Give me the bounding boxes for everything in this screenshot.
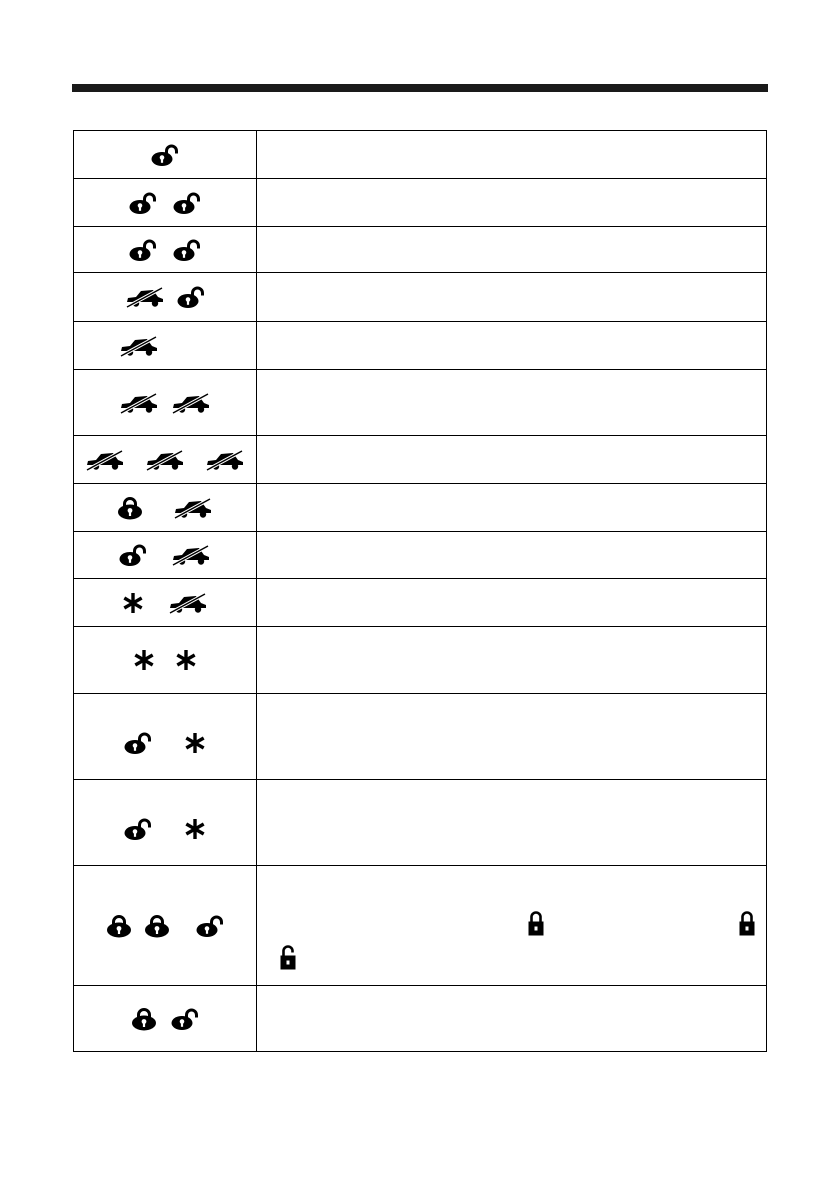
table-row (74, 694, 767, 780)
function-description (257, 694, 767, 780)
button-sequence-cell (74, 227, 257, 273)
button-sequence-cell (74, 986, 257, 1052)
small-padlock-open-icon (279, 943, 297, 971)
table-row (74, 986, 767, 1052)
padlock-closed-icon (117, 496, 143, 520)
padlock-open-icon (171, 1007, 199, 1031)
asterisk-icon (133, 649, 155, 671)
padlock-open-icon (177, 285, 205, 309)
button-sequence-cell (74, 484, 257, 532)
asterisk-icon (184, 818, 206, 840)
button-sequence-cell (74, 579, 257, 627)
button-sequence-cell (74, 780, 257, 866)
car-trunk-icon (125, 285, 165, 309)
padlock-open-icon (173, 191, 201, 215)
padlock-open-icon (119, 543, 147, 567)
table-row (74, 436, 767, 484)
button-sequence-cell (74, 532, 257, 579)
car-trunk-icon (119, 334, 159, 358)
table-row (74, 780, 767, 866)
small-padlock-closed-icon (527, 909, 545, 937)
button-sequence-cell (74, 627, 257, 694)
function-description (257, 780, 767, 866)
function-description (257, 436, 767, 484)
button-sequence-cell (74, 131, 257, 179)
function-description (257, 273, 767, 322)
button-sequence-cell (74, 370, 257, 436)
table-row (74, 322, 767, 370)
padlock-open-icon (129, 238, 157, 262)
remote-function-table (73, 130, 767, 1052)
table-row (74, 866, 767, 986)
car-trunk-icon (171, 391, 211, 415)
padlock-open-icon (173, 238, 201, 262)
padlock-open-icon (129, 191, 157, 215)
function-description (257, 370, 767, 436)
table-row (74, 131, 767, 179)
function-description (257, 484, 767, 532)
function-description (257, 579, 767, 627)
car-trunk-icon (85, 448, 125, 472)
button-sequence-cell (74, 694, 257, 780)
asterisk-icon (122, 592, 144, 614)
padlock-closed-icon (131, 1007, 157, 1031)
padlock-open-icon (124, 731, 152, 755)
asterisk-icon (184, 732, 206, 754)
padlock-open-icon (151, 143, 179, 167)
car-trunk-icon (171, 543, 211, 567)
table-row (74, 579, 767, 627)
function-description (257, 131, 767, 179)
button-sequence-cell (74, 273, 257, 322)
padlock-open-icon (196, 914, 224, 938)
table-row (74, 484, 767, 532)
function-description (257, 227, 767, 273)
button-sequence-cell (74, 436, 257, 484)
padlock-open-icon (124, 817, 152, 841)
table-row (74, 627, 767, 694)
header-rule (72, 84, 768, 92)
table-row (74, 227, 767, 273)
function-description (257, 866, 767, 986)
table-row (74, 273, 767, 322)
car-trunk-icon (119, 391, 159, 415)
function-description (257, 179, 767, 227)
table-row (74, 532, 767, 579)
car-trunk-icon (145, 448, 185, 472)
button-sequence-cell (74, 179, 257, 227)
small-padlock-closed-icon (738, 909, 756, 937)
table-row (74, 179, 767, 227)
function-description (257, 627, 767, 694)
car-trunk-icon (173, 496, 213, 520)
padlock-closed-icon (144, 914, 170, 938)
car-trunk-icon (168, 591, 208, 615)
table-row (74, 370, 767, 436)
asterisk-icon (175, 649, 197, 671)
button-sequence-cell (74, 322, 257, 370)
car-trunk-icon (205, 448, 245, 472)
function-description (257, 322, 767, 370)
button-sequence-cell (74, 866, 257, 986)
padlock-closed-icon (106, 914, 132, 938)
function-description (257, 986, 767, 1052)
function-description (257, 532, 767, 579)
